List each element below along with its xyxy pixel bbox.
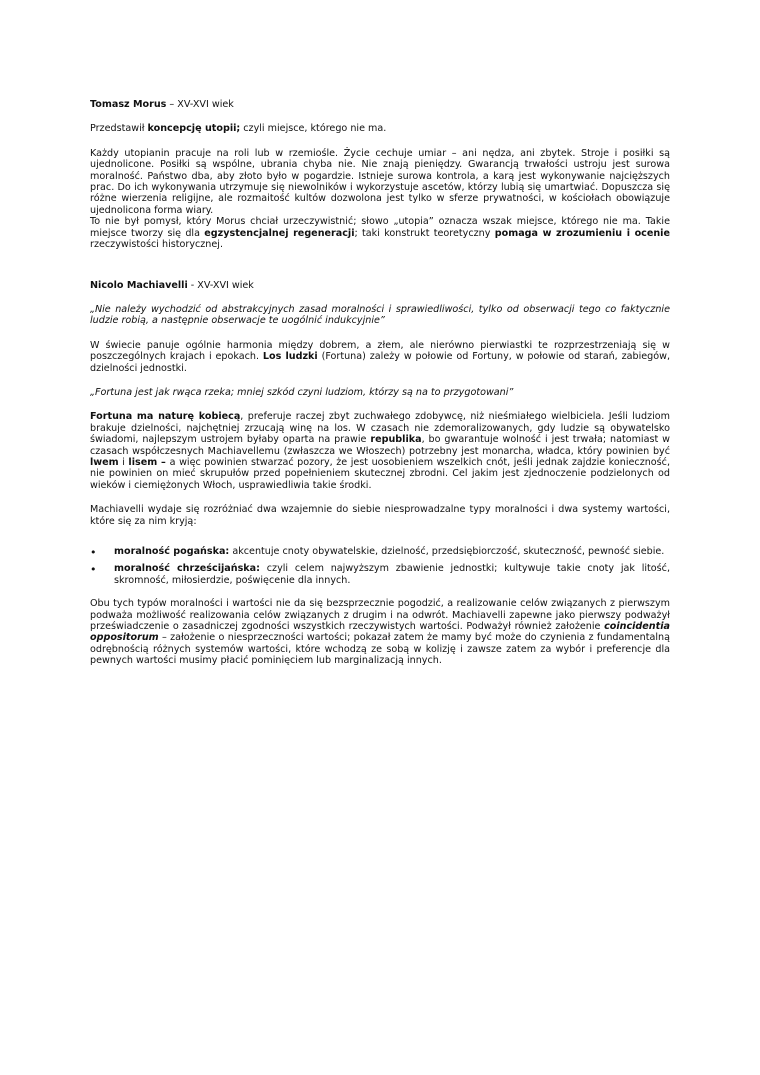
mach-p1-bold: Los ludzki: [262, 351, 318, 363]
mach-p1-text: W świecie panuje ogólnie harmonia między dobrem, a złem, ale nierówno pierwiastki te rozprzestrzeniają się w poszczególnych krajach i epokach.: [90, 339, 670, 363]
moralities-list: [90, 546, 670, 586]
morus-intro-bold: koncepcję utopii;: [147, 123, 241, 135]
morus-paragraph-regeneration: [90, 216, 670, 250]
mach-p2-text-3: i: [118, 456, 129, 468]
bullet-icon: •: [90, 563, 97, 577]
morus-p2-bold-regeneration: egzystencjalnej regeneracji: [204, 227, 355, 239]
morus-heading: [90, 99, 670, 110]
bullet-icon: •: [90, 545, 97, 559]
mach-p2-text-end: a więc powinien stwarzać pozory, że jest uosobieniem wszelkich cnót, jeśli jednak zajdzie konieczność, nie powinien on mieć skrupułów przed popełnieniem skutecznej zbrodni. Cel jakim jest zjednoczenie podzielonych od wieków i ciemiężonych Włoch, usprawiedliwia takie środki.: [90, 456, 670, 491]
morus-p2-text-end: rzeczywistości historycznej.: [90, 239, 224, 251]
list-item-christian-morality: [90, 563, 670, 586]
machiavelli-heading-name: Nicolo Machiavelli: [90, 280, 188, 292]
mach-p2-bold-lwem: lwem: [90, 456, 119, 468]
morus-heading-name: Tomasz Morus: [90, 99, 167, 110]
machiavelli-quote-river: „Fortuna jest jak rwąca rzeka; mniej szkód czyni ludziom, którzy są na to przygotowani”: [90, 386, 514, 398]
machiavelli-paragraph-republic: [90, 411, 670, 491]
mach-p4-text-end: – założenie o niesprzeczności wartości; pokazał zatem że mamy być może do czynienia z fundamentalną odrębnością różnych systemów wartości, które wchodzą ze sobą w kolizję i zawsze zatem za wybór i preferencje dla pewnych wartości musimy płacić pominięciem lub marginalizacją innych.: [90, 632, 670, 667]
morus-p2-bold-understanding: pomaga w zrozumieniu i ocenie: [494, 227, 670, 239]
mach-p2-bold-lisem: lisem: [128, 456, 158, 468]
morus-p2-text-mid: ; taki konstrukt teoretyczny: [354, 227, 495, 239]
mach-p2-bold-fortuna: Fortuna ma naturę kobiecą: [90, 411, 241, 423]
morus-heading-period: – XV-XVI wiek: [166, 99, 234, 110]
morus-paragraph-utopia: Każdy utopianin pracuje na roli lub w rzemiośle. Życie cechuje umiar – ani nędza, ani zbytek. Stroje i posiłki są ujednolicone. Posiłki są wspólne, ubrania chyba nie. Nie znają pieniędzy. Gwarancją trwałości ustroju jest surowa moralność. Państwo dba, aby złoto było w pogardzie. Istnieje surowa kontrola, a karą jest wykonywanie najcięższych prac. Do ich wykonywania utrzymuje się niewolników i wykorzystuje ascetów, którzy lubią się umartwiać. Dopuszcza się różne wierzenia religijne, ale rozmaitość kultów dozwolona jest tylko w sferze prywatności, w kościołach obowiązuje ujednolicona forma wiary.: [90, 147, 670, 216]
christian-morality-term: moralność chrześcijańska:: [114, 563, 260, 575]
machiavelli-quote-induction: „Nie należy wychodzić od abstrakcyjnych zasad moralności i sprawiedliwości, tylko od obserwacji tego co faktycznie ludzie robią, a następnie obserwacje te uogólnić indukcyjnie”: [90, 303, 670, 327]
mach-p1-text-end: (Fortuna) zależy w połowie od Fortuny, w połowie od starań, zabiegów, dzielności jednostki.: [90, 351, 670, 374]
machiavelli-paragraph-two-moralities: Machiavelli wydaje się rozróżniać dwa wzajemnie do siebie niesprowadzalne typy moralności i dwa systemy wartości, które się za nim kryją:: [90, 504, 670, 527]
machiavelli-heading: [90, 280, 670, 291]
mach-p2-bold-dash: –: [157, 456, 170, 468]
christian-morality-text: czyli celem najwyższym zbawienie jednostki; kultywuje takie cnoty jak litość, skromność, miłosierdzie, poświęcenie dla innych.: [114, 563, 670, 586]
morus-p2-text: To nie był pomysł, który Morus chciał urzeczywistnić; słowo „utopia” oznacza wszak miejsce, którego nie ma. Takie miejsce tworzy się dla: [90, 216, 670, 239]
machiavelli-paragraph-fortune: [90, 340, 670, 374]
morus-intro-text: Przedstawił: [90, 123, 148, 135]
pagan-morality-text: akcentuje cnoty obywatelskie, dzielność, przedsiębiorczość, skuteczność, pewność siebie.: [229, 545, 665, 557]
mach-p2-text: , preferuje raczej zbyt zuchwałego zdobywcę, niż nieśmiałego wielbiciela. Jeśli ludziom brakuje dzielności, najchętniej zrzucają winę na los. W czasach nie zdemoralizowanych, gdy ludzie są obywatelsko świadomi, najlepszym ustrojem byłaby oparta na prawie: [90, 411, 670, 446]
machiavelli-heading-period: - XV-XVI wiek: [187, 280, 254, 292]
list-item-pagan-morality: [90, 546, 670, 557]
morus-intro: [90, 123, 670, 134]
pagan-morality-term: moralność pogańska:: [114, 545, 230, 557]
mach-p4-bold-coincidentia: coincidentia oppositorum: [90, 621, 670, 644]
machiavelli-paragraph-values: [90, 598, 670, 666]
mach-p2-bold-republika: republika: [370, 434, 422, 446]
mach-p2-text-2: , bo gwarantuje wolność i jest trwała; natomiast w czasach współczesnych Machiavellemu (zwłaszcza we Włoszech) potrzebny jest monarcha, władca, który powinien być: [90, 434, 670, 457]
mach-p4-text: Obu tych typów moralności i wartości nie da się bezsprzecznie pogodzić, a realizowanie celów związanych z pierwszym podważa możliwość realizowania celów związanych z drugim i na odwrót. Machiavelli zapewne jako pierwszy podważył przeświadczenie o zasadniczej zgodności wszystkich rzeczywistych wartości. Podważył również założenie: [90, 598, 670, 632]
morus-intro-text-end: czyli miejsce, którego nie ma.: [240, 123, 387, 135]
